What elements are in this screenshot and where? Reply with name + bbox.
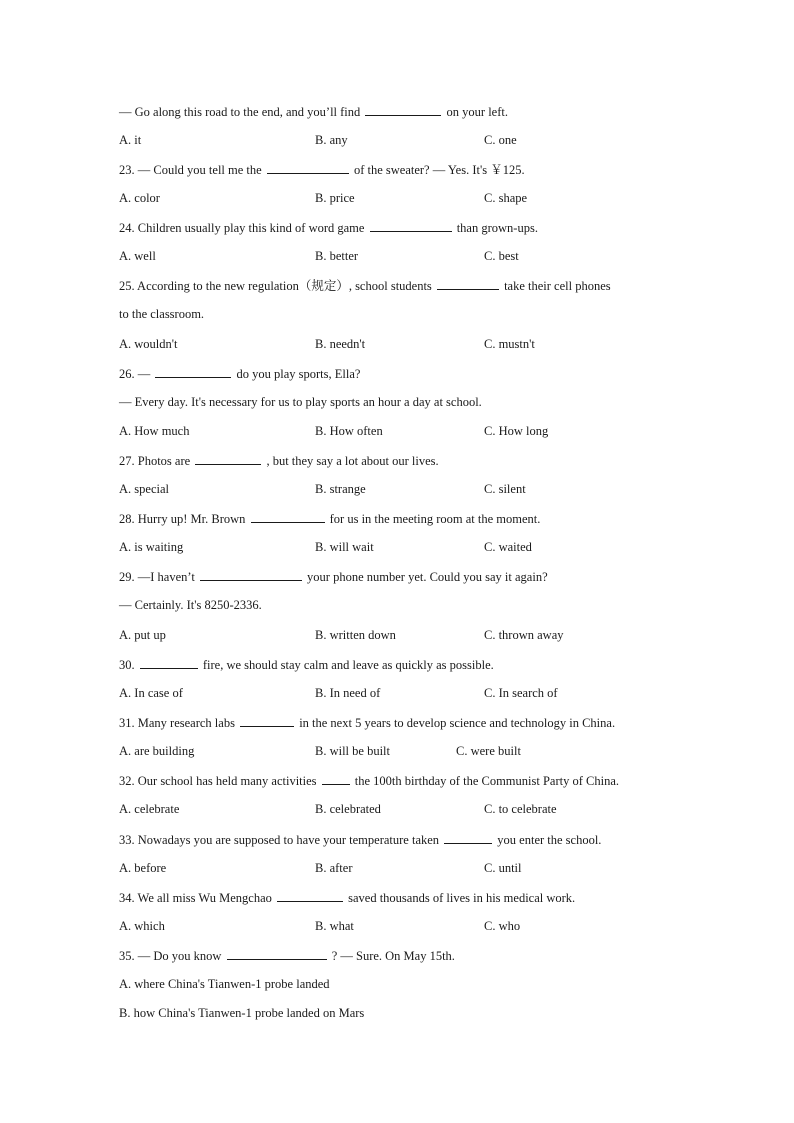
question-29-stem: 29. —I haven’t your phone number yet. Could you say it again? — [119, 570, 548, 584]
option-c: C. who — [484, 919, 521, 933]
answer-blank — [140, 656, 198, 669]
option-a: A. before — [119, 861, 167, 875]
question-27-stem: 27. Photos are , but they say a lot about our lives. — [119, 454, 439, 468]
option-a: A. which — [119, 919, 165, 933]
answer-blank — [240, 714, 294, 727]
option-a: A. celebrate — [119, 802, 180, 816]
question-33-stem: 33. Nowadays you are supposed to have your temperature taken you enter the school. — [119, 833, 602, 847]
question-30-stem: 30. fire, we should stay calm and leave as quickly as possible. — [119, 658, 494, 672]
question-28-stem: 28. Hurry up! Mr. Brown for us in the meeting room at the moment. — [119, 512, 541, 526]
answer-blank — [444, 831, 492, 844]
option-a: A. In case of — [119, 686, 183, 700]
option-c: C. shape — [484, 191, 528, 205]
answer-blank — [322, 772, 350, 785]
question-25-stem-continued: to the classroom. — [119, 307, 205, 321]
question-35-option-a: A. where China's Tianwen-1 probe landed — [119, 977, 330, 991]
option-a: A. is waiting — [119, 540, 184, 554]
option-a: A. special — [119, 482, 169, 496]
option-c: C. until — [484, 861, 522, 875]
option-b: B. price — [315, 191, 355, 205]
question-25-stem: 25. According to the new regulation（规定）, school students take their cell phones — [119, 279, 611, 293]
option-c: C. best — [484, 249, 519, 263]
option-b: B. better — [315, 249, 359, 263]
option-b: B. what — [315, 919, 354, 933]
option-a: A. wouldn't — [119, 337, 178, 351]
option-b: B. will be built — [315, 744, 390, 758]
question-28-options — [119, 539, 719, 555]
answer-blank — [437, 277, 499, 290]
option-b: B. celebrated — [315, 802, 381, 816]
option-a: A. put up — [119, 628, 166, 642]
answer-blank — [195, 452, 261, 465]
question-31-stem: 31. Many research labs in the next 5 years to develop science and technology in China. — [119, 716, 616, 730]
option-c: C. silent — [484, 482, 526, 496]
question-23-options — [119, 190, 719, 206]
option-b: B. strange — [315, 482, 366, 496]
question-35-option-b: B. how China's Tianwen-1 probe landed on Mars — [119, 1006, 365, 1020]
question-29-reply: — Certainly. It's 8250-2336. — [119, 598, 262, 612]
option-c: C. In search of — [484, 686, 558, 700]
answer-blank — [267, 161, 349, 174]
question-26-options — [119, 423, 719, 439]
option-c: C. mustn't — [484, 337, 535, 351]
question-32-options — [119, 801, 719, 817]
option-b: B. needn't — [315, 337, 366, 351]
option-a: A. well — [119, 249, 156, 263]
option-a: A. are building — [119, 744, 195, 758]
question-25-options — [119, 336, 719, 352]
option-b: B. In need of — [315, 686, 381, 700]
question-34-stem: 34. We all miss Wu Mengchao saved thousands of lives in his medical work. — [119, 891, 576, 905]
option-b: B. written down — [315, 628, 396, 642]
option-b: B. How often — [315, 424, 383, 438]
answer-blank — [200, 568, 302, 581]
answer-blank — [251, 510, 325, 523]
question-26-reply: — Every day. It's necessary for us to play sports an hour a day at school. — [119, 395, 482, 409]
question-24-stem: 24. Children usually play this kind of word game than grown-ups. — [119, 221, 538, 235]
answer-blank — [277, 889, 343, 902]
question-24-options — [119, 248, 719, 264]
option-c: C. thrown away — [484, 628, 564, 642]
question-30-options — [119, 685, 719, 701]
option-c: C. How long — [484, 424, 549, 438]
option-a: A. How much — [119, 424, 190, 438]
question-34-options — [119, 918, 719, 934]
answer-blank — [370, 219, 452, 232]
question-22-options — [119, 132, 719, 148]
question-26-stem: 26. — do you play sports, Ella? — [119, 367, 361, 381]
option-a: A. it — [119, 133, 142, 147]
option-c: C. one — [484, 133, 517, 147]
option-c: C. waited — [484, 540, 532, 554]
question-31-options — [119, 743, 719, 759]
question-32-stem: 32. Our school has held many activities the 100th birthday of the Communist Party of China. — [119, 774, 619, 788]
question-29-options — [119, 627, 719, 643]
question-27-options — [119, 481, 719, 497]
option-b: B. will wait — [315, 540, 374, 554]
question-23-stem: 23. — Could you tell me the of the sweater? — Yes. It's ￥125. — [119, 163, 525, 177]
option-c: C. to celebrate — [484, 802, 557, 816]
question-35-stem: 35. — Do you know ? — Sure. On May 15th. — [119, 949, 455, 963]
option-b: B. any — [315, 133, 348, 147]
question-33-options — [119, 860, 719, 876]
option-c: C. were built — [456, 744, 521, 758]
option-b: B. after — [315, 861, 353, 875]
answer-blank — [227, 947, 327, 960]
option-a: A. color — [119, 191, 160, 205]
answer-blank — [365, 103, 441, 116]
answer-blank — [155, 365, 231, 378]
question-22-stem: — Go along this road to the end, and you’ll find on your left. — [119, 105, 508, 119]
